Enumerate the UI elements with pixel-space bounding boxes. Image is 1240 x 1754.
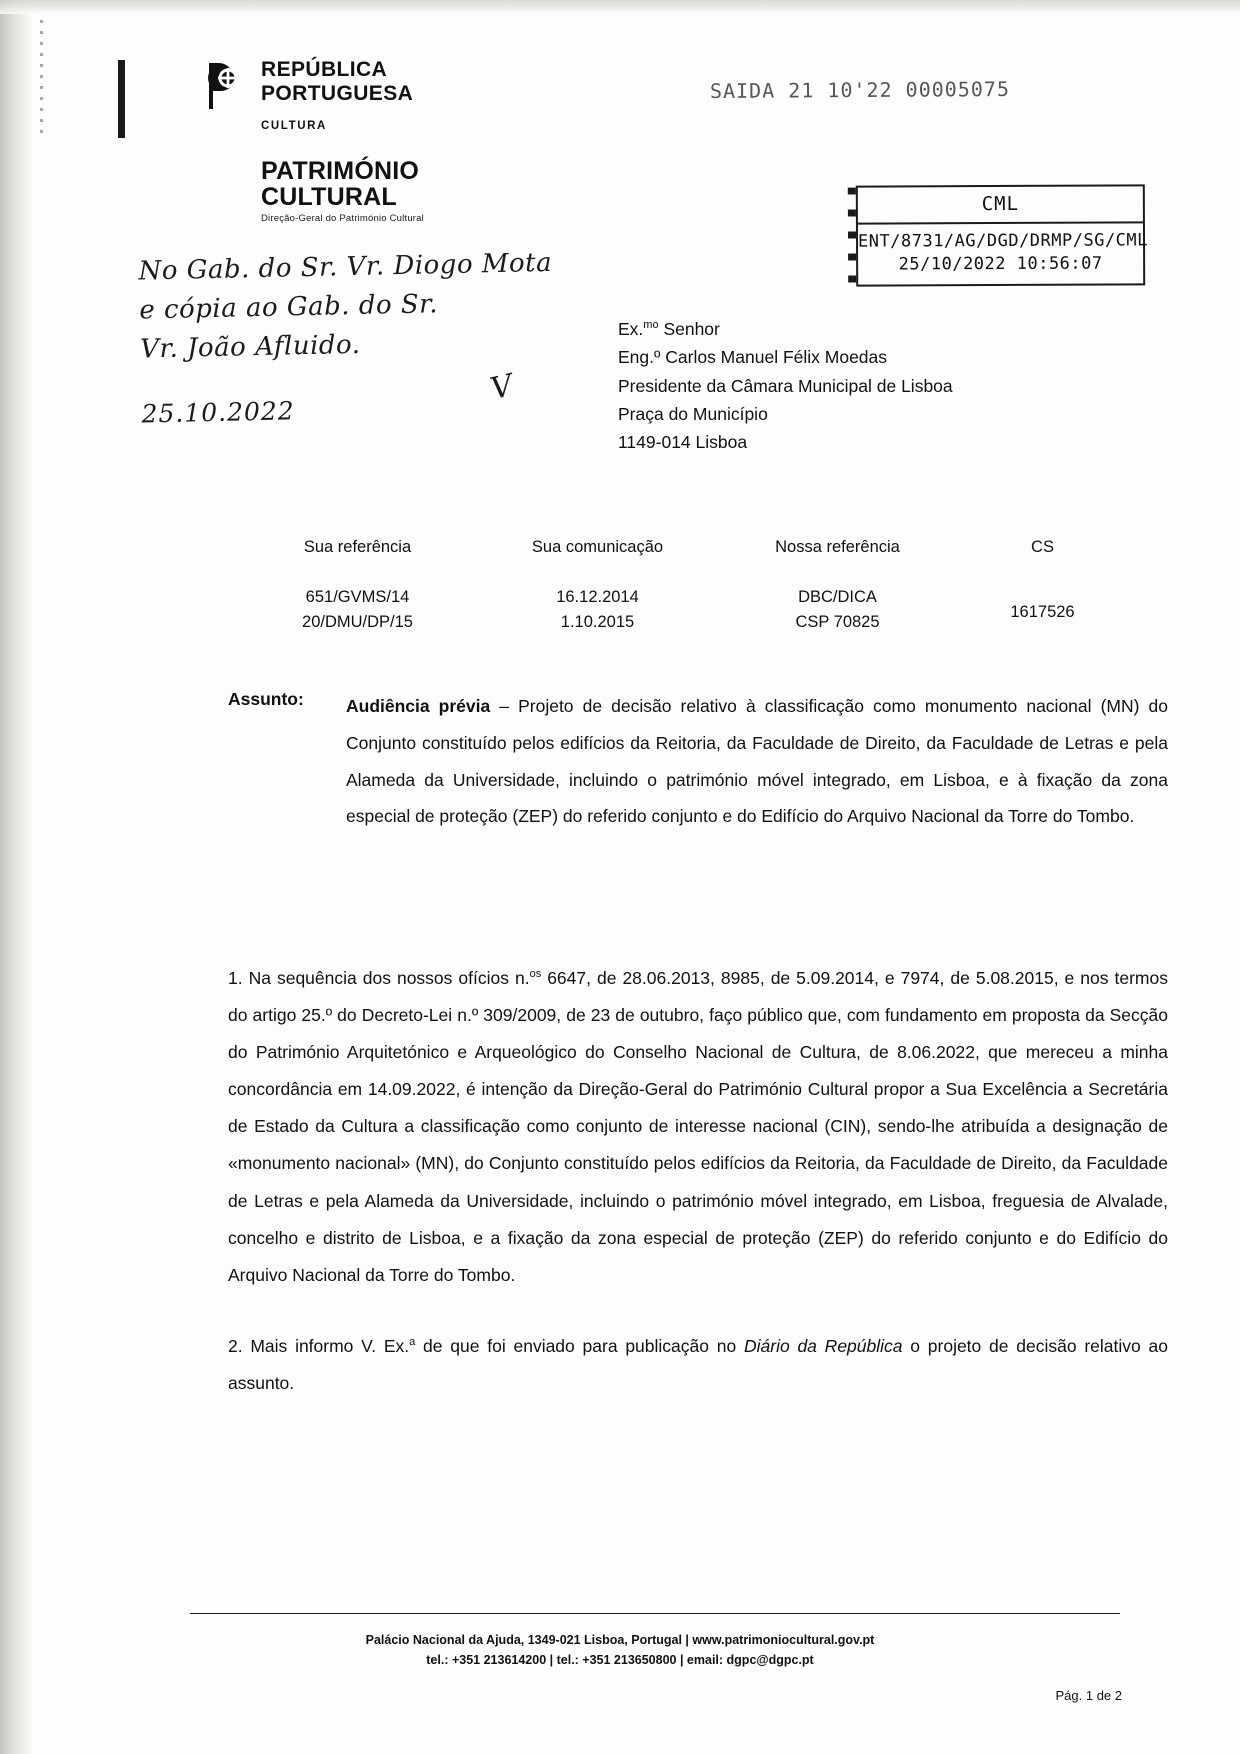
- page-number: Pág. 1 de 2: [1055, 1688, 1122, 1703]
- patrimonio-cultural-logo: [261, 158, 665, 224]
- letter-body: [228, 960, 1168, 1436]
- scan-speckle-artifact: [40, 20, 43, 140]
- footer-address: Palácio Nacional da Ajuda, 1349-021 Lisboa, Portugal | www.patrimoniocultural.gov.pt: [365, 1633, 875, 1647]
- reference-table: [240, 538, 1130, 635]
- reference-value-sua-referencia: 651/GVMS/14 20/DMU/DP/15: [302, 588, 413, 631]
- letterhead: [205, 58, 665, 224]
- reference-header-nossa-referencia: Nossa referência: [775, 538, 900, 556]
- footer-block: [0, 1630, 1240, 1670]
- reference-header-cs: CS: [1031, 538, 1054, 556]
- ministry-label: CULTURA: [261, 120, 327, 132]
- entry-stamp-box: [856, 184, 1148, 286]
- org-line-2: CULTURAL: [261, 183, 397, 212]
- handwriting-line-2: e cópia ao Gab. do Sr.: [139, 289, 439, 326]
- addressee-line-4: Praça do Município: [618, 404, 768, 425]
- entry-stamp-datetime: 25/10/2022 10:56:07: [898, 253, 1103, 275]
- scan-edge-artifact: [0, 0, 34, 1754]
- entry-stamp-entity: CML: [858, 186, 1143, 224]
- outgoing-stamp: SAIDA 21 10'22 00005075: [709, 76, 1011, 104]
- republic-line-2: PORTUGUESA: [261, 81, 414, 105]
- body-paragraph-1: 1. Na sequência dos nossos ofícios n.$^{os}$ 6647, de 28.06.2013, 8985, de 5.09.2014, e 7974, de 5.08.2015, e nos termos do artigo 25.º do Decreto-Lei n.º 309/2009, de 23 de outubro, faço público que, com fundamento em proposta da Secção do Património Arquitetónico e Arqueológico do Conselho Nacional de Cultura, de 8.06.2022, que mereceu a minha concordância em 14.09.2022, é intenção da Direção-Geral do Património Cultural propor a Sua Excelência a Secretária de Estado da Cultura a classificação como conjunto de interesse nacional (CIN), sendo-lhe atribuída a designação de «monumento nacional» (MN), do Conjunto constituído pelos edifícios da Reitoria, da Faculdade de Direito, da Faculdade de Letras e pela Alameda da Universidade, incluindo o património móvel integrado, em Lisboa, freguesia de Alvalade, concelho e distrito de Lisboa, e a fixação da zona especial de proteção (ZEP) do referido conjunto e do Edifício do Arquivo Nacional da Torre do Tombo.: [228, 968, 1168, 1285]
- handwritten-annotation: [138, 244, 572, 433]
- reference-value-cs: 1617526: [1010, 603, 1075, 621]
- republica-portuguesa-logo: [205, 58, 665, 111]
- addressee-line-2: Eng.º Carlos Manuel Félix Moedas: [618, 347, 888, 368]
- scan-edge-artifact-top: [0, 0, 1240, 14]
- handwriting-initials: V: [487, 367, 517, 407]
- handwriting-line-1: No Gab. do Sr. Vr. Diogo Mota: [138, 247, 553, 287]
- addressee-block: [618, 315, 953, 457]
- org-subtitle: Direção-Geral do Património Cultural: [261, 212, 424, 224]
- subject-body: – Projeto de decisão relativo à classificação como monumento nacional (MN) do Conjunto constituído pelos edifícios da Reitoria, da Faculdade de Direito, da Faculdade de Letras e pela Alameda da Universidade, incluindo o património móvel integrado, em Lisboa, e à fixação da zona especial de proteção (ZEP) do referido conjunto e do Edifício do Arquivo Nacional da Torre do Tombo.: [346, 696, 1168, 827]
- reference-value-sua-comunicacao: 16.12.2014 1.10.2015: [556, 588, 639, 631]
- reference-value-nossa-referencia: DBC/DICA CSP 70825: [795, 588, 880, 631]
- handwriting-line-3: Vr. João Afluido.: [139, 329, 361, 365]
- subject-text: [346, 688, 1168, 835]
- addressee-line-5: 1149-014 Lisboa: [618, 432, 748, 453]
- org-line-1: PATRIMÓNIO: [261, 157, 420, 185]
- reference-header-sua-referencia: Sua referência: [303, 538, 412, 556]
- portuguese-shield-icon: [205, 61, 249, 111]
- footer-divider: [190, 1613, 1120, 1614]
- reference-header-row: [240, 538, 1130, 557]
- addressee-line-1: Ex.$^{mo}$ Senhor: [618, 319, 720, 339]
- subject-bold-lead: Audiência prévia: [346, 696, 491, 716]
- entry-stamp-reference: ENT/8731/AG/DGD/DRMP/SG/CML: [857, 230, 1148, 252]
- footer-contacts: tel.: +351 213614200 | tel.: +351 213650800 | email: dgpc@dgpc.pt: [426, 1653, 814, 1667]
- republic-wordmark: [261, 58, 413, 105]
- handwriting-date: 25.10.2022: [141, 396, 295, 429]
- reference-header-sua-comunicacao: Sua comunicação: [531, 538, 664, 556]
- subject-label: Assunto:: [228, 689, 304, 709]
- subject-block: [228, 688, 1168, 835]
- republic-line-1: REPÚBLICA: [261, 58, 388, 81]
- stamp-tick-marks: [848, 188, 856, 285]
- reference-value-row: [240, 585, 1130, 635]
- addressee-line-3: Presidente da Câmara Municipal de Lisboa: [618, 375, 953, 396]
- scan-black-mark: [118, 60, 125, 138]
- body-paragraph-2: 2. Mais informo V. Ex.$^a$ de que foi enviado para publicação no Diário da República o projeto de decisão relativo ao assunto.: [228, 1335, 1168, 1393]
